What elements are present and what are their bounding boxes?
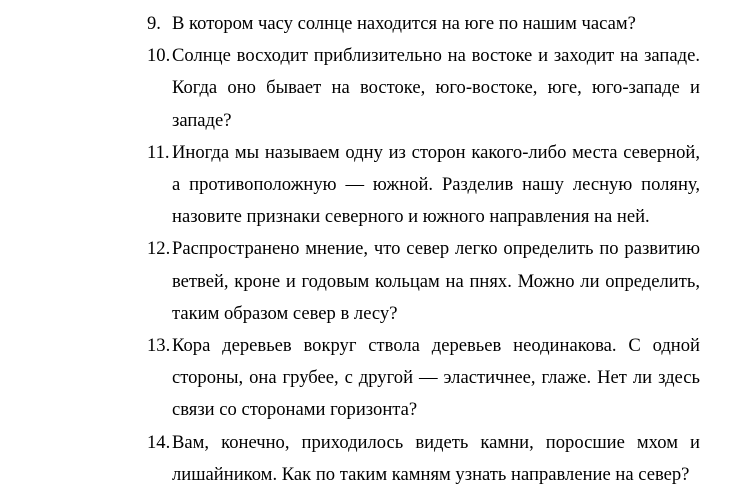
question-item-9 xyxy=(147,8,700,40)
question-item-14 xyxy=(147,427,700,491)
question-text: В котором часу солнце находится на юге по нашим часам? xyxy=(172,13,636,34)
question-number: 11. xyxy=(147,141,170,163)
question-item-11 xyxy=(147,137,700,234)
question-item-12 xyxy=(147,233,700,330)
question-list xyxy=(147,8,700,491)
question-number: 13. xyxy=(147,335,171,357)
question-number: 12. xyxy=(147,238,171,260)
question-text: Иногда мы называем одну из сторон какого-либо места северной, а противоположную — южной. Разделив нашу лесную поляну, назовите признаки северного и южного направления на ней. xyxy=(172,141,700,228)
question-text: Солнце восходит приблизительно на востоке и заходит на западе. Когда оно бывает на востоке, юго-востоке, юге, юго-западе и западе? xyxy=(172,45,700,131)
question-item-13 xyxy=(147,330,700,427)
question-number: 10. xyxy=(147,45,171,67)
question-item-10 xyxy=(147,40,700,137)
question-text: Распространено мнение, что север легко определить по развитию ветвей, кроне и годовым кольцам на пнях. Можно ли определить, таким образом север в лесу? xyxy=(172,238,700,324)
question-text: Вам, конечно, приходилось видеть камни, поросшие мхом и лишайником. Как по таким камням узнать направление на север? xyxy=(172,431,700,485)
question-number: 14. xyxy=(147,431,171,453)
question-text: Кора деревьев вокруг ствола деревьев неодинакова. С одной стороны, она грубее, с другой — эластичнее, глаже. Нет ли здесь связи со сторонами горизонта? xyxy=(172,335,700,421)
question-number: 9. xyxy=(147,13,161,34)
